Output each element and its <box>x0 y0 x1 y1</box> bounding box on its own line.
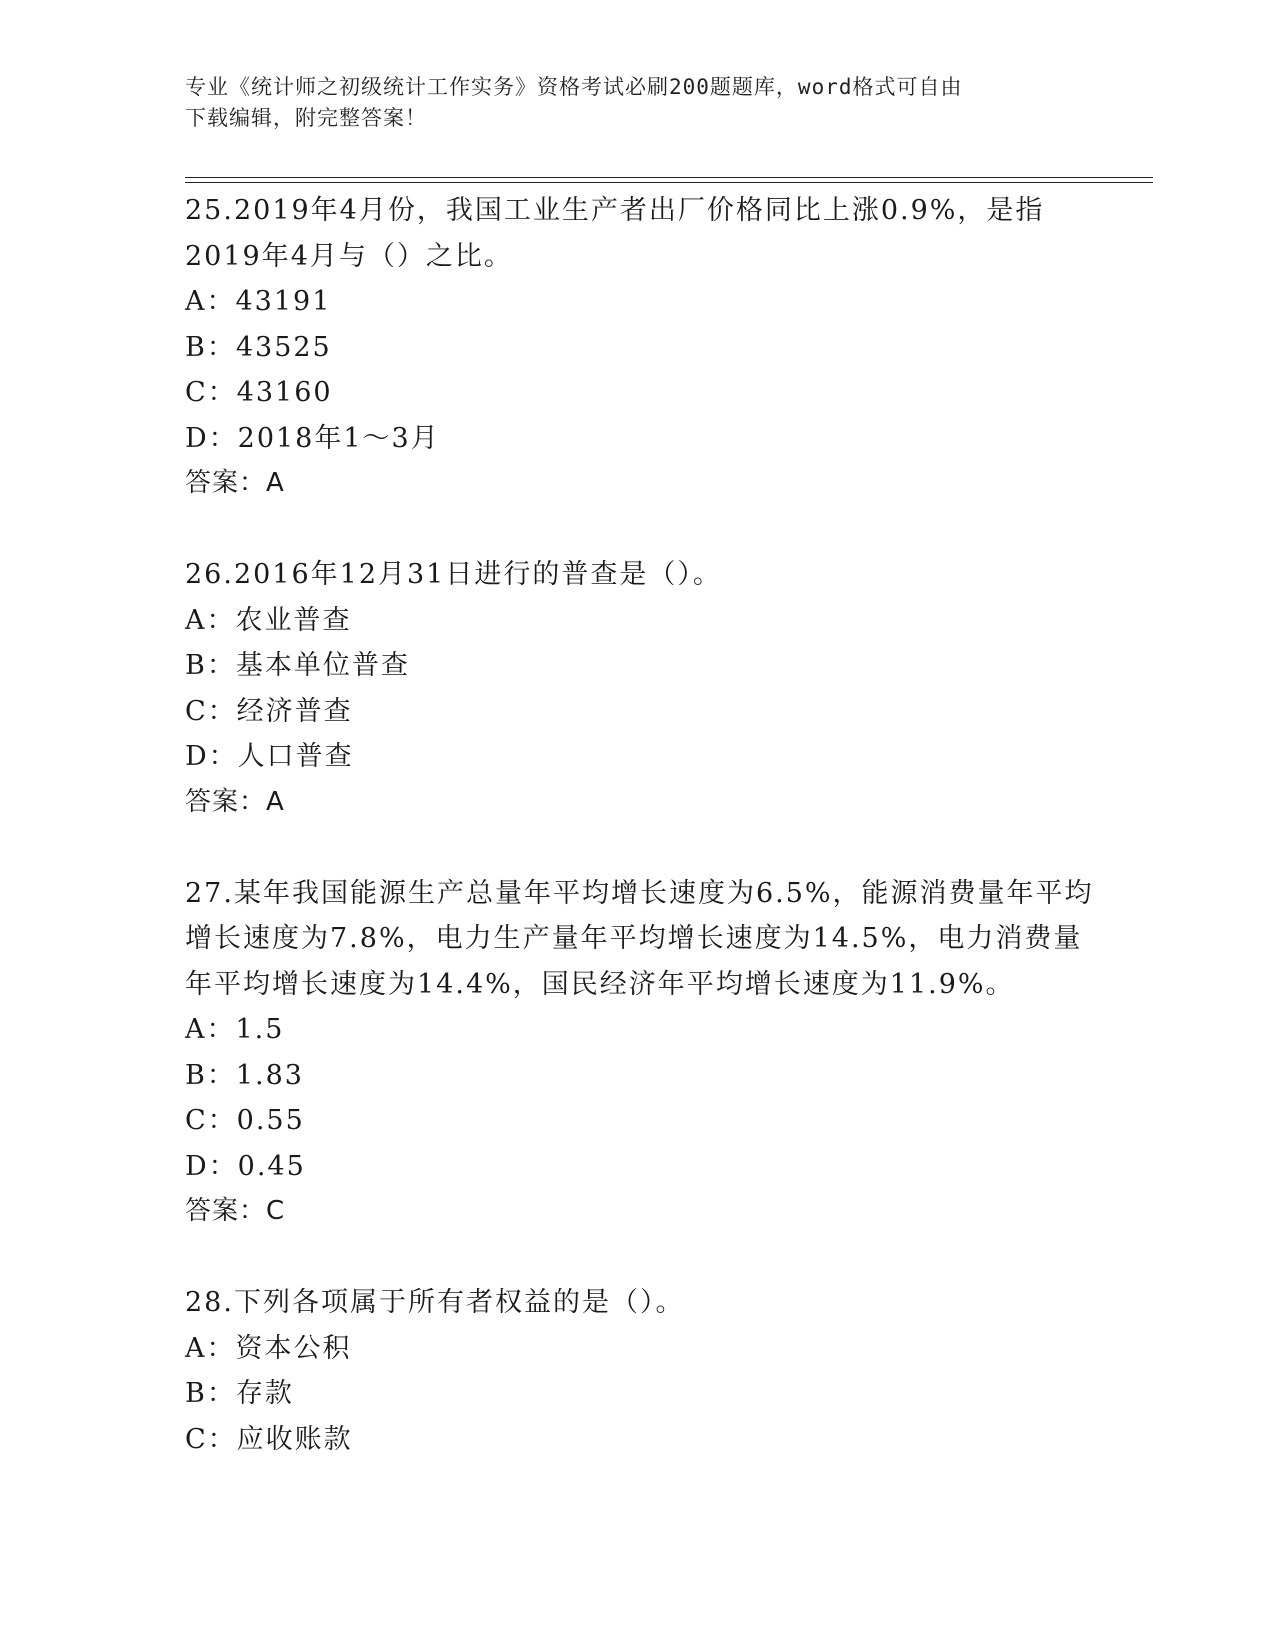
question-28 <box>185 1280 1085 1462</box>
option-c: C：经济普查 <box>185 695 353 727</box>
question-stem-line: 27.某年我国能源生产总量年平均增长速度为6.5%，能源消费量年平均 <box>185 877 1094 909</box>
option-c: C：43160 <box>185 377 333 408</box>
option-b: B：基本单位普查 <box>185 650 410 681</box>
spacer <box>185 825 1085 871</box>
answer-text: 答案：C <box>185 1196 286 1226</box>
answer-text: 答案：A <box>185 786 285 817</box>
question-stem-line: 增长速度为7.8%，电力生产量年平均增长速度为14.5%，电力消费量 <box>185 923 1083 954</box>
question-stem-line: 2019年4月与（）之比。 <box>185 240 513 272</box>
header-line-1: 专业《统计师之初级统计工作实务》资格考试必刷200题题库，word格式可自由 <box>185 75 963 99</box>
spacer <box>185 1235 1085 1281</box>
option-b: B：存款 <box>185 1378 294 1409</box>
spacer <box>185 507 1085 553</box>
option-d: D：0.45 <box>185 1150 306 1182</box>
option-a: A：1.5 <box>185 1014 285 1045</box>
question-26 <box>185 552 1085 825</box>
option-d: D：2018年1～3月 <box>185 422 440 454</box>
document-header <box>185 72 1065 134</box>
option-c: C：0.55 <box>185 1105 305 1136</box>
header-divider-top <box>185 177 1153 178</box>
question-stem-line: 26.2016年12月31日进行的普查是（）。 <box>185 559 722 590</box>
answer-text: 答案：A <box>185 468 285 498</box>
option-a: A：农业普查 <box>185 604 352 636</box>
question-list <box>185 188 1094 1462</box>
header-line-2: 下载编辑，附完整答案！ <box>185 106 427 130</box>
option-b: B：1.83 <box>185 1059 304 1091</box>
option-c: C：应收账款 <box>185 1423 353 1455</box>
question-stem-line: 28.下列各项属于所有者权益的是（）。 <box>185 1287 685 1318</box>
header-divider-bottom <box>185 182 1153 183</box>
question-25 <box>185 188 1085 507</box>
option-b: B：43525 <box>185 331 332 363</box>
option-a: A：资本公积 <box>185 1332 352 1364</box>
question-stem-line: 25.2019年4月份，我国工业生产者出厂价格同比上涨0.9%，是指 <box>185 195 1045 226</box>
question-27 <box>185 871 1094 1235</box>
option-d: D：人口普查 <box>185 741 354 772</box>
question-stem-line: 年平均增长速度为14.4%，国民经济年平均增长速度为11.9%。 <box>185 968 1015 1000</box>
option-a: A：43191 <box>185 286 332 317</box>
